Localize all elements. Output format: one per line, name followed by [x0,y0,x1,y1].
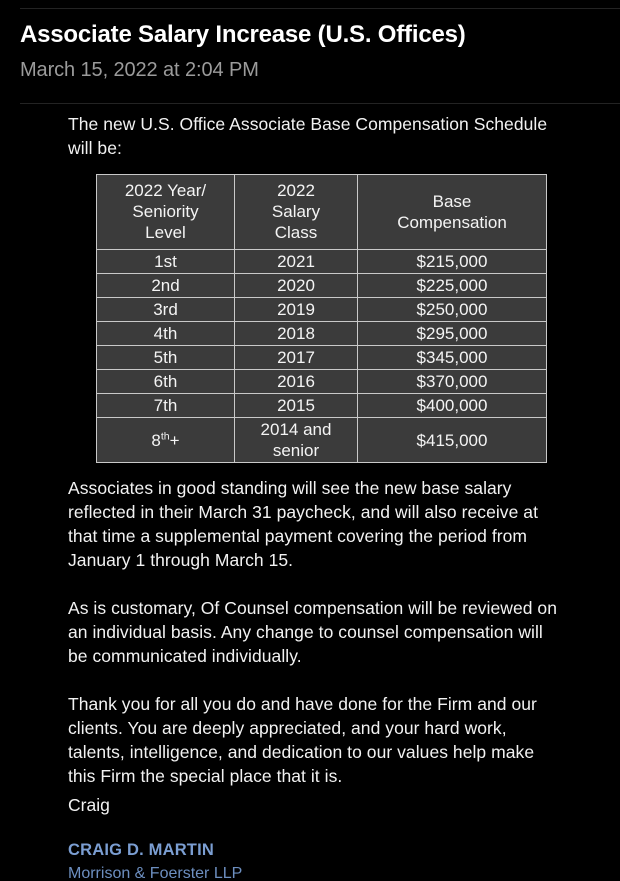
table-row [97,346,547,370]
intro-paragraph: The new U.S. Office Associate Base Compensation Schedule will be: [68,114,548,158]
cell-seniority-plus: + [169,430,180,450]
cell-salary-class: 2018 [235,322,358,346]
cell-salary-class: 2019 [235,298,358,322]
table-header-row [97,175,547,250]
compensation-table [96,174,547,463]
table-row [97,298,547,322]
compensation-table-wrapper [96,174,546,463]
signature-name: CRAIG D. MARTIN [68,841,214,859]
signature-block [68,794,548,881]
table-row [97,394,547,418]
message-intro-block [68,112,560,160]
table-row [97,370,547,394]
cell-salary-class [235,418,358,463]
column-header-base-compensation-line1: Base [432,191,472,211]
cell-seniority: 6th [97,370,235,394]
page-title: Associate Salary Increase (U.S. Offices) [20,21,466,48]
cell-seniority: 1st [97,250,235,274]
body-paragraph-2: As is customary, Of Counsel compensation will be reviewed on an individual basis. Any change to counsel compensation will be communicated individually. [68,598,558,666]
top-divider [20,8,620,9]
body-paragraph-1: Associates in good standing will see the new base salary reflected in their March 31 paycheck, and will also receive at that time a supplemental payment covering the period from January 1 through March 15. [68,478,538,570]
cell-base-compensation: $345,000 [358,346,547,370]
column-header-seniority-line3: Level [145,223,186,242]
cell-base-compensation: $225,000 [358,274,547,298]
cell-salary-class: 2021 [235,250,358,274]
column-header-base-compensation-line2: Compensation [397,212,507,232]
cell-base-compensation: $400,000 [358,394,547,418]
cell-seniority-ordinal-suffix: th [160,429,170,442]
table-row [97,274,547,298]
column-header-salary-class-line2: Salary [271,202,321,221]
message-header [20,20,606,83]
column-header-seniority-line2: Seniority [132,202,199,221]
table-body [97,250,547,463]
cell-salary-class: 2015 [235,394,358,418]
table-header [97,175,547,250]
cell-base-compensation: $415,000 [358,418,547,463]
column-header-seniority [97,175,235,250]
cell-seniority: 2nd [97,274,235,298]
signature-firm: Morrison & Foerster LLP [68,865,243,881]
message-body-block [68,476,560,788]
cell-seniority-number: 8 [151,430,161,450]
column-header-salary-class [235,175,358,250]
column-header-salary-class-line3: Class [274,223,318,242]
cell-seniority: 7th [97,394,235,418]
body-paragraph-3: Thank you for all you do and have done for the Firm and our clients. You are deeply appreciated, and your hard work, talents, intelligence, and dedication to our values help make this Firm the special place that it is. [68,694,537,786]
column-header-base-compensation [358,175,547,250]
cell-seniority: 5th [97,346,235,370]
column-header-seniority-line1: 2022 Year/ [124,181,207,200]
cell-salary-class: 2016 [235,370,358,394]
table-row [97,418,547,463]
table-row [97,250,547,274]
cell-salary-class: 2020 [235,274,358,298]
cell-seniority: 4th [97,322,235,346]
message-timestamp: March 15, 2022 at 2:04 PM [20,59,259,81]
cell-base-compensation: $250,000 [358,298,547,322]
cell-salary-class-line1: 2014 and [260,420,332,439]
table-row [97,322,547,346]
cell-base-compensation: $370,000 [358,370,547,394]
cell-base-compensation: $295,000 [358,322,547,346]
header-divider [20,103,620,104]
signature-closing: Craig [68,795,110,815]
cell-salary-class-line2: senior [272,441,320,460]
cell-salary-class: 2017 [235,346,358,370]
cell-base-compensation: $215,000 [358,250,547,274]
cell-seniority [97,418,235,463]
column-header-salary-class-line1: 2022 [277,181,315,200]
cell-seniority: 3rd [97,298,235,322]
